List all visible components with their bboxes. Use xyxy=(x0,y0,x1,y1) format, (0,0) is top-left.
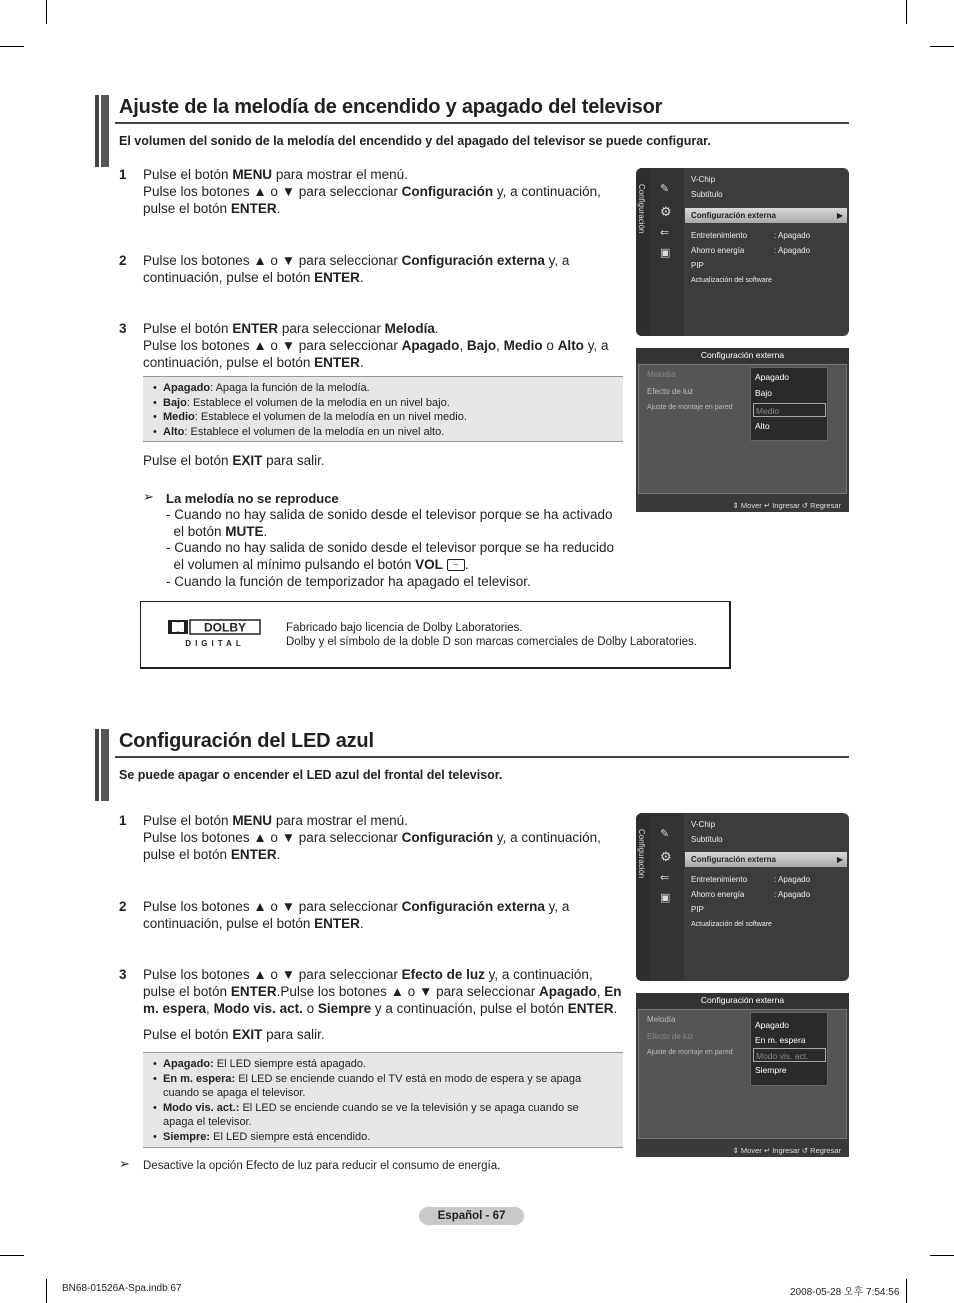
menu-item[interactable] xyxy=(691,258,704,273)
tip-line: - Cuando no hay salida de sonido desde el televisor porque se ha reducido el volumen al mínimo pulsando el botón VOL − . xyxy=(166,540,615,572)
dolby-trademark-text: Dolby y el símbolo de la doble D son marcas comerciales de Dolby Laboratories. xyxy=(286,636,698,648)
application-icon: ▣ xyxy=(660,247,671,259)
note-item: • En m. espera: El LED se enciende cuando el TV está en modo de espera y se apaga cuando se apaga el televisor. xyxy=(153,1072,615,1101)
step-text: Pulse el botón ENTER para seleccionar Melodía. Pulse los botones ▲ o ▼ para seleccionar Apagado, Bajo, Medio o Alto y, a continuación, pulse el botón ENTER. xyxy=(143,321,609,370)
section-bar xyxy=(95,729,109,801)
popup-item[interactable]: Apagado xyxy=(755,1020,790,1030)
dialog-option[interactable]: Efecto de luz xyxy=(647,387,694,396)
exit-instruction: Pulse el botón EXIT para salir. xyxy=(143,453,325,468)
note-item: • Alto: Establece el volumen de la melodía en un nivel alto. xyxy=(153,425,615,440)
tip-title: La melodía no se reproduce xyxy=(166,491,339,506)
menu-item-label: V-Chip xyxy=(691,175,716,184)
dialog-option[interactable]: Ajuste de montaje en pared xyxy=(647,1049,733,1056)
menu-item-label: Configuración externa xyxy=(691,855,776,864)
picture-icon: ✎ xyxy=(660,183,670,195)
option-popup xyxy=(750,1012,828,1086)
menu-item-label: V-Chip xyxy=(691,820,716,829)
step-number: 3 xyxy=(119,967,127,982)
dialog-option[interactable]: Ajuste de montaje en pared xyxy=(647,404,733,411)
step-text: Pulse el botón MENU para mostrar el menú. Pulse los botones ▲ o ▼ para seleccionar Configuración y, a continuación, pulse el botón ENTER. xyxy=(143,167,601,216)
menu-item[interactable] xyxy=(691,228,811,243)
menu-item[interactable] xyxy=(691,887,811,902)
popup-item-highlighted[interactable]: Modo vis. act. xyxy=(753,1048,826,1062)
crop-mark xyxy=(0,46,24,47)
crop-mark xyxy=(906,0,907,24)
external-settings-dialog xyxy=(636,993,849,1157)
step xyxy=(119,166,619,217)
popup-item[interactable]: Bajo xyxy=(755,388,773,398)
note-item: • Apagado: Apaga la función de la melodía. xyxy=(153,381,615,396)
menu-item-value: : Apagado xyxy=(774,875,811,884)
step-number: 2 xyxy=(119,899,127,914)
input-icon: ⇐ xyxy=(660,872,670,884)
picture-icon: ✎ xyxy=(660,828,670,840)
note-item: • Siempre: El LED siempre está encendido. xyxy=(153,1130,615,1145)
section-rule xyxy=(115,122,849,124)
page-number-badge: Español - 67 xyxy=(419,1207,524,1225)
step xyxy=(119,252,619,286)
menu-item-label: Subtítulo xyxy=(691,835,723,844)
dialog-title: Configuración externa xyxy=(636,993,849,1008)
dialog-body xyxy=(638,364,847,494)
section-intro: El volumen del sonido de la melodía del encendido y del apagado del televisor se puede configurar. xyxy=(119,134,711,148)
tip-arrow-icon: ➢ xyxy=(143,489,154,504)
dialog-footer: ⇕ Mover ↵ Ingresar ↺ Regresar xyxy=(732,1146,841,1155)
crop-mark xyxy=(46,1279,47,1303)
note-item: • Modo vis. act.: El LED se enciende cuando se ve la televisión y se apaga cuando se apaga el televisor. xyxy=(153,1101,615,1130)
popup-item[interactable]: En m. espera xyxy=(755,1035,806,1045)
menu-item-label: Actualización del software xyxy=(691,277,772,284)
dolby-digital-logo xyxy=(168,618,263,648)
dolby-license-text: Fabricado bajo licencia de Dolby Laboratories. xyxy=(286,622,523,634)
step-number: 1 xyxy=(119,167,127,182)
step xyxy=(119,812,619,863)
tip-line: - Cuando no hay salida de sonido desde el televisor porque se ha activado el botón MUTE. xyxy=(166,507,613,539)
step-text: Pulse el botón MENU para mostrar el menú. Pulse los botones ▲ o ▼ para seleccionar Configuración y, a continuación, pulse el botón ENTER. xyxy=(143,813,601,862)
print-file-info: BN68-01526A-Spa.indb 67 xyxy=(62,1283,182,1294)
dialog-body xyxy=(638,1009,847,1139)
step-number: 3 xyxy=(119,321,127,336)
step-number: 1 xyxy=(119,813,127,828)
menu-item-label: Ahorro energía xyxy=(691,246,745,255)
menu-item[interactable] xyxy=(691,172,715,187)
menu-item[interactable] xyxy=(691,273,772,288)
menu-item[interactable] xyxy=(691,832,723,847)
menu-item-label: Configuración externa xyxy=(691,211,776,220)
menu-item-label: PIP xyxy=(691,905,704,914)
tip-text: Desactive la opción Efecto de luz para reducir el consumo de energía. xyxy=(143,1160,501,1172)
note-item: • Medio: Establece el volumen de la melodía en un nivel medio. xyxy=(153,410,615,425)
setup-gear-icon: ⚙ xyxy=(660,204,672,219)
crop-mark xyxy=(46,0,47,24)
tv-menu-screen xyxy=(636,813,849,981)
menu-item-value: : Apagado xyxy=(774,246,811,255)
menu-side-label: Configuración xyxy=(637,184,646,234)
step-text: Pulse los botones ▲ o ▼ para seleccionar Configuración externa y, a continuación, pulse el botón ENTER. xyxy=(143,899,570,931)
menu-item[interactable] xyxy=(691,917,772,932)
dialog-option[interactable]: Efecto de luz xyxy=(647,1032,694,1041)
step xyxy=(119,966,629,1017)
dialog-title: Configuración externa xyxy=(636,348,849,363)
tv-menu-screen xyxy=(636,168,849,336)
dolby-license-box xyxy=(140,601,731,669)
crop-mark xyxy=(930,46,954,47)
section-bar xyxy=(95,95,109,167)
menu-item[interactable] xyxy=(691,817,715,832)
tip-arrow-icon: ➢ xyxy=(119,1156,130,1171)
step xyxy=(119,320,619,371)
step xyxy=(119,898,619,932)
crop-mark xyxy=(0,1255,24,1256)
tip-line: - Cuando la función de temporizador ha apagado el televisor. xyxy=(166,574,531,589)
crop-mark xyxy=(906,1279,907,1303)
menu-item-label: Ahorro energía xyxy=(691,890,745,899)
print-timestamp: 2008-05-28 오후 7:54:56 xyxy=(790,1287,900,1298)
menu-item-label: Entretenimiento xyxy=(691,231,748,240)
setup-gear-icon: ⚙ xyxy=(660,849,672,864)
step-text: Pulse los botones ▲ o ▼ para seleccionar Efecto de luz y, a continuación, pulse el botón ENTER.Pulse los botones ▲ o ▼ para seleccionar Apagado, En m. espera, Modo vis. act. o Siempre y a continuación, pulse el botón ENTER. xyxy=(143,967,622,1016)
menu-item-label: PIP xyxy=(691,261,704,270)
section-rule xyxy=(115,756,849,758)
crop-mark xyxy=(930,1255,954,1256)
section-title: Configuración del LED azul xyxy=(119,730,374,752)
menu-item-value: : Apagado xyxy=(774,890,811,899)
dialog-option[interactable]: Melodía xyxy=(647,370,676,379)
note-item: • Bajo: Establece el volumen de la melodía en un nivel bajo. xyxy=(153,396,615,411)
external-settings-dialog xyxy=(636,348,849,512)
menu-item[interactable] xyxy=(691,243,811,258)
menu-item-label: Actualización del software xyxy=(691,921,772,928)
application-icon: ▣ xyxy=(660,892,671,904)
step-number: 2 xyxy=(119,253,127,268)
note-box xyxy=(143,1052,623,1148)
note-item: • Apagado: El LED siempre está apagado. xyxy=(153,1057,615,1072)
menu-item[interactable] xyxy=(691,187,723,202)
menu-item-value: : Apagado xyxy=(774,231,811,240)
menu-side-label: Configuración xyxy=(637,829,646,879)
arrow-right-icon: ▶ xyxy=(836,211,843,220)
popup-item[interactable]: Apagado xyxy=(755,372,790,382)
step-text: Pulse los botones ▲ o ▼ para seleccionar Configuración externa y, a continuación, pulse el botón ENTER. xyxy=(143,253,570,285)
menu-item-label: Subtítulo xyxy=(691,190,723,199)
menu-item-label: Entretenimiento xyxy=(691,875,748,884)
popup-item[interactable]: Alto xyxy=(755,421,770,431)
input-icon: ⇐ xyxy=(660,227,670,239)
popup-item[interactable]: Siempre xyxy=(755,1065,787,1075)
menu-item[interactable] xyxy=(691,872,811,887)
exit-instruction: Pulse el botón EXIT para salir. xyxy=(143,1027,325,1042)
section-intro: Se puede apagar o encender el LED azul del frontal del televisor. xyxy=(119,768,503,782)
menu-item-selected[interactable] xyxy=(685,208,847,223)
menu-item-selected[interactable] xyxy=(685,852,847,867)
arrow-right-icon: ▶ xyxy=(836,855,843,864)
dialog-option[interactable]: Melodía xyxy=(647,1015,676,1024)
section-title: Ajuste de la melodía de encendido y apagado del televisor xyxy=(119,96,663,118)
svg-text:DOLBY: DOLBY xyxy=(204,620,246,635)
menu-item[interactable] xyxy=(691,902,704,917)
option-popup xyxy=(750,367,828,441)
popup-item-highlighted[interactable]: Medio xyxy=(753,403,826,417)
svg-text:DIGITAL: DIGITAL xyxy=(185,639,245,648)
dialog-footer: ⇕ Mover ↵ Ingresar ↺ Regresar xyxy=(732,501,841,510)
note-box xyxy=(143,376,623,442)
